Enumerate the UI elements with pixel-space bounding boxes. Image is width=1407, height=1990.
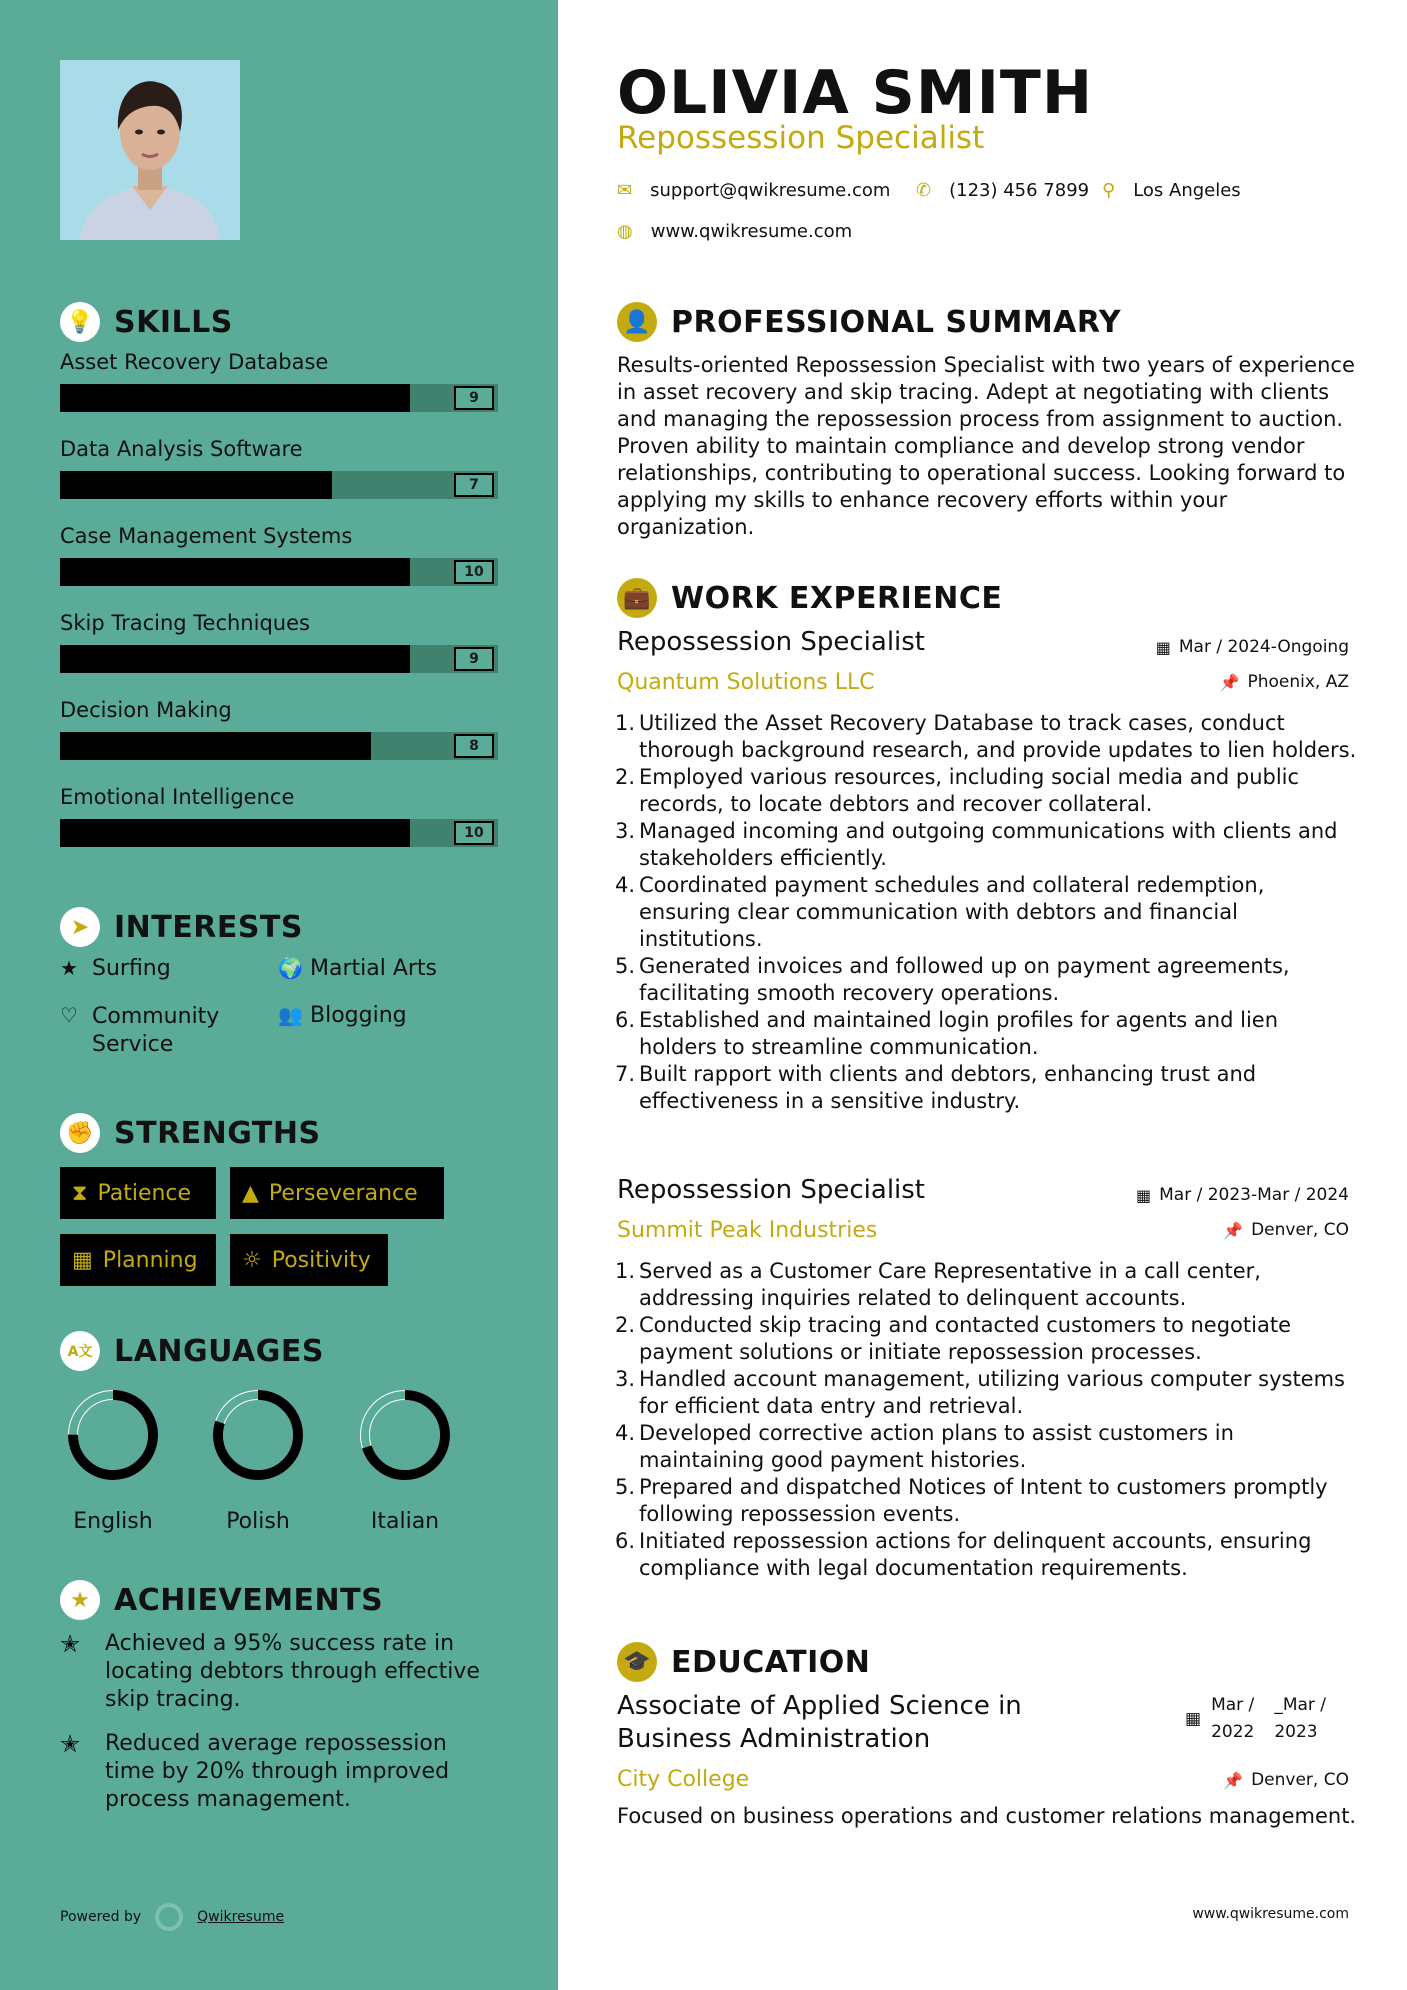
handshake-icon: ♡ — [60, 1003, 78, 1027]
bullet-number: 4. — [614, 873, 635, 897]
briefcase-icon: 💼 — [617, 578, 657, 618]
language-name: Polish — [226, 1509, 290, 1534]
job-bullet — [610, 764, 1360, 818]
strengths-heading: ✊ STRENGTHS — [60, 1113, 321, 1153]
skill-bar — [60, 558, 498, 586]
bullet-number: 6. — [614, 1529, 635, 1553]
bullet-text: Initiated repossession actions for delinquent accounts, ensuring compliance with legal documentation requirements. — [639, 1529, 1312, 1580]
skill-score: 8 — [454, 734, 494, 758]
skills-heading: 💡 SKILLS — [60, 302, 233, 342]
calendar-icon: ▦ — [1135, 1185, 1152, 1205]
bullet-text: Coordinated payment schedules and collateral redemption, ensuring clear communication with debtors and financial institutions. — [639, 873, 1265, 951]
job-bullets — [610, 710, 1360, 1115]
bullet-number: 1. — [614, 1259, 635, 1283]
hourglass-icon: ⧗ — [72, 1180, 88, 1206]
skill-name: Decision Making — [60, 698, 232, 722]
achievement-item: ✭ Achieved a 95% success rate in locating debtors through effective skip tracing. — [60, 1630, 480, 1712]
bullet-number: 5. — [614, 1475, 635, 1499]
interest-item: 🌍 Martial Arts — [278, 956, 438, 981]
interest-item: ★ Surfing — [60, 956, 171, 981]
bullet-text: Handled account management, utilizing various computer systems for efficient data entry and retrieval. — [639, 1367, 1345, 1418]
job-title: Repossession Specialist — [617, 1175, 926, 1205]
achievement-star-icon: ✭ — [60, 1730, 81, 1758]
job-bullet — [610, 872, 1360, 953]
school-name: City College — [617, 1767, 750, 1792]
language-item — [188, 1385, 328, 1534]
interest-item: 👥 Blogging — [278, 1003, 407, 1028]
job-date: ▦ Mar / 2024-Ongoing — [1155, 637, 1349, 657]
skill-item — [60, 350, 498, 412]
skill-score: 9 — [454, 647, 494, 671]
skill-bar — [60, 645, 498, 673]
achievement-item: ✭ Reduced average repossession time by 20% through improved process management. — [60, 1730, 450, 1812]
strength-badge: ⧗ Patience — [60, 1167, 216, 1219]
job-bullets — [610, 1258, 1360, 1582]
education-location: 📌 Denver, CO — [1223, 1770, 1349, 1790]
bullet-number: 3. — [614, 819, 635, 843]
skill-name: Data Analysis Software — [60, 437, 303, 461]
skill-bar-fill — [60, 732, 371, 760]
skill-name: Emotional Intelligence — [60, 785, 295, 809]
job-bullet — [610, 1007, 1360, 1061]
interests-heading: ➤ INTERESTS — [60, 907, 303, 947]
fist-icon: ✊ — [60, 1113, 100, 1153]
candidate-role: Repossession Specialist — [617, 120, 985, 156]
bullet-text: Built rapport with clients and debtors, enhancing trust and effectiveness in a sensitive industry. — [639, 1062, 1257, 1113]
globe-icon: ◍ — [617, 221, 633, 242]
calendar-icon: ▦ — [72, 1247, 93, 1273]
bullet-text: Conducted skip tracing and contacted customers to negotiate payment solutions or initiate repossession processes. — [639, 1313, 1291, 1364]
paper-plane-icon: ➤ — [60, 907, 100, 947]
website-contact[interactable]: ◍ www.qwikresume.com — [617, 221, 853, 242]
skill-bar-fill — [60, 471, 332, 499]
calendar-icon: ▦ — [1185, 1709, 1202, 1729]
language-name: Italian — [370, 1509, 440, 1534]
skill-name: Asset Recovery Database — [60, 350, 329, 374]
job-bullet — [610, 1312, 1360, 1366]
bullet-text: Prepared and dispatched Notices of Intent to customers promptly following repossession events. — [639, 1475, 1328, 1526]
language-icon: A文 — [60, 1331, 100, 1371]
language-ring — [63, 1385, 163, 1485]
map-pin-icon: ⚲ — [1102, 180, 1116, 201]
experience-heading: 💼 WORK EXPERIENCE — [617, 578, 1002, 618]
skill-bar-fill — [60, 384, 410, 412]
language-item — [43, 1385, 183, 1534]
powered-by: Powered by Qwikresume — [60, 1903, 284, 1931]
profile-photo — [60, 60, 240, 240]
calendar-icon: ▦ — [1155, 637, 1171, 657]
skill-name: Case Management Systems — [60, 524, 353, 548]
phone-contact[interactable]: ✆ (123) 456 7899 — [916, 180, 1090, 201]
skill-bar — [60, 471, 498, 499]
job-bullet — [610, 1528, 1360, 1582]
language-name: English — [73, 1509, 153, 1534]
education-date: ▦ Mar / 2022 _Mar / 2023 — [1185, 1692, 1346, 1746]
bullet-number: 2. — [614, 765, 635, 789]
pushpin-icon: 📌 — [1223, 1220, 1244, 1240]
skill-bar-fill — [60, 558, 410, 586]
skill-bar-fill — [60, 645, 410, 673]
location-contact: ⚲ Los Angeles — [1102, 180, 1241, 201]
job-bullet — [610, 710, 1360, 764]
star-icon: ★ — [60, 1580, 100, 1620]
pushpin-icon: 📌 — [1223, 1770, 1244, 1790]
envelope-icon: ✉ — [617, 180, 633, 201]
bullet-text: Generated invoices and followed up on payment agreements, facilitating smooth recovery operations. — [639, 954, 1290, 1005]
job-bullet — [610, 1474, 1360, 1528]
job-bullet — [610, 1420, 1360, 1474]
left-sidebar — [0, 0, 558, 1990]
skill-item — [60, 698, 498, 760]
language-ring — [355, 1385, 455, 1485]
skill-item — [60, 437, 498, 499]
phone-icon: ✆ — [916, 180, 932, 201]
users-icon: 👥 — [278, 1003, 303, 1027]
job-location: 📌 Phoenix, AZ — [1219, 672, 1349, 692]
skill-bar — [60, 384, 498, 412]
job-title: Repossession Specialist — [617, 627, 926, 657]
company-name: Quantum Solutions LLC — [617, 670, 875, 695]
bullet-text: Served as a Customer Care Representative in a call center, addressing inquiries related to delinquent accounts. — [639, 1259, 1261, 1310]
language-item — [335, 1385, 475, 1534]
sun-icon: ☼ — [242, 1247, 262, 1273]
job-bullet — [610, 818, 1360, 872]
language-ring — [208, 1385, 308, 1485]
job-location: 📌 Denver, CO — [1223, 1220, 1349, 1240]
degree-title: Associate of Applied Science in Business Administration — [617, 1691, 1022, 1754]
skill-score: 10 — [454, 560, 494, 584]
bullet-number: 5. — [614, 954, 635, 978]
summary-heading: 👤 PROFESSIONAL SUMMARY — [617, 302, 1121, 342]
bullet-text: Utilized the Asset Recovery Database to track cases, conduct thorough background research, and provide updates to lien holders. — [639, 711, 1357, 762]
bullet-number: 1. — [614, 711, 635, 735]
bullet-text: Developed corrective action plans to assist customers in maintaining good payment histories. — [639, 1421, 1234, 1472]
pushpin-icon: 📌 — [1219, 672, 1240, 692]
email-contact[interactable]: ✉ support@qwikresume.com — [617, 180, 891, 201]
footer-url[interactable]: www.qwikresume.com — [1192, 1906, 1349, 1922]
interest-item: ♡ Community Service — [60, 1003, 220, 1057]
languages-heading: A文 LANGUAGES — [60, 1331, 324, 1371]
education-description: Focused on business operations and customer relations management. — [617, 1804, 1357, 1828]
skill-item — [60, 785, 498, 847]
skill-item — [60, 524, 498, 586]
bullet-text: Employed various resources, including social media and public records, to locate debtors and recover collateral. — [639, 765, 1300, 816]
bullet-number: 2. — [614, 1313, 635, 1337]
globe-icon: 🌍 — [278, 956, 303, 980]
education-heading: 🎓 EDUCATION — [617, 1642, 870, 1682]
user-icon: 👤 — [617, 302, 657, 342]
candidate-name: OLIVIA SMITH — [617, 58, 1094, 128]
achievements-heading: ★ ACHIEVEMENTS — [60, 1580, 383, 1620]
job-bullet — [610, 1366, 1360, 1420]
qwikresume-logo — [155, 1903, 183, 1931]
skill-bar-fill — [60, 819, 410, 847]
star-icon: ★ — [60, 956, 78, 980]
bullet-text: Established and maintained login profiles for agents and lien holders to streamline communication. — [639, 1008, 1279, 1059]
skill-item — [60, 611, 498, 673]
lightbulb-icon: 💡 — [60, 302, 100, 342]
qwikresume-link[interactable]: Qwikresume — [197, 1909, 285, 1925]
job-bullet — [610, 1061, 1360, 1115]
strength-badge: ☼ Positivity — [230, 1234, 388, 1286]
summary-text: Results-oriented Repossession Specialist with two years of experience in asset recovery and skip tracing. Adept at negotiating with clients and managing the repossession process from assignment to auction. Proven ability to maintain compliance and develop strong vendor relationships, contributing to operational success. Looking forward to applying my skills to enhance recovery efforts within your organization. — [617, 353, 1355, 539]
skill-score: 10 — [454, 821, 494, 845]
skill-bar — [60, 819, 498, 847]
skill-name: Skip Tracing Techniques — [60, 611, 310, 635]
strength-badge: ▦ Planning — [60, 1234, 216, 1286]
graduate-icon: 🎓 — [617, 1642, 657, 1682]
job-bullet — [610, 953, 1360, 1007]
bullet-number: 7. — [614, 1062, 635, 1086]
job-bullet — [610, 1258, 1360, 1312]
job-date: ▦ Mar / 2023-Mar / 2024 — [1135, 1185, 1349, 1205]
achievement-star-icon: ✭ — [60, 1630, 81, 1658]
bullet-number: 6. — [614, 1008, 635, 1032]
strength-badge: ▲ Perseverance — [230, 1167, 444, 1219]
company-name: Summit Peak Industries — [617, 1218, 878, 1243]
skill-score: 9 — [454, 386, 494, 410]
bullet-number: 4. — [614, 1421, 635, 1445]
bullet-text: Managed incoming and outgoing communications with clients and stakeholders efficiently. — [639, 819, 1338, 870]
skill-bar — [60, 732, 498, 760]
skill-score: 7 — [454, 473, 494, 497]
road-icon: ▲ — [242, 1180, 259, 1206]
bullet-number: 3. — [614, 1367, 635, 1391]
